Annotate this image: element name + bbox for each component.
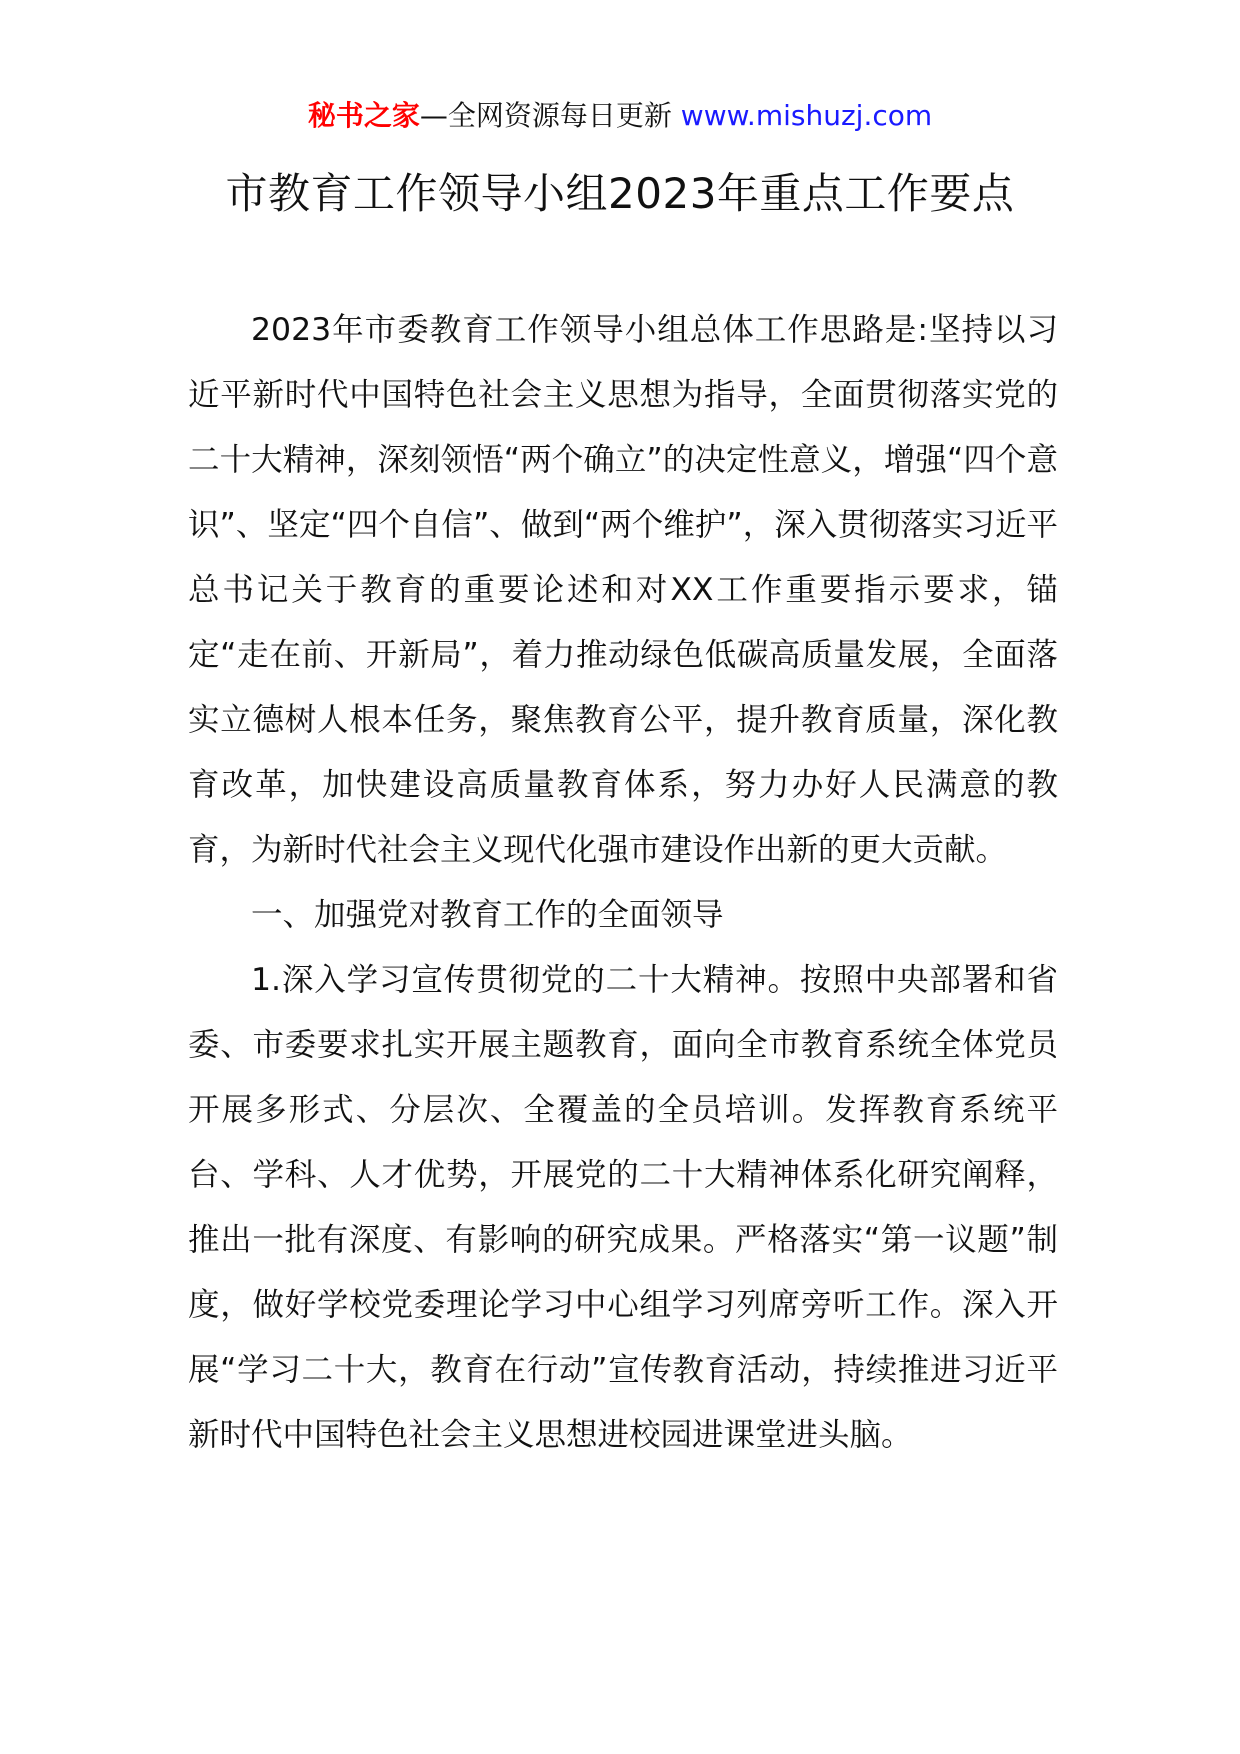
document-body [188,298,1058,1468]
document-title: 市教育工作领导小组2023年重点工作要点 [225,169,1015,218]
section-heading-1: 一、加强党对教育工作的全面领导 [251,897,724,933]
brand-name: 秘书之家 [307,99,420,132]
site-banner [0,96,1240,136]
intro-paragraph: 2023年市委教育工作领导小组总体工作思路是:坚持以习近平新时代中国特色社会主义思想为指导，全面贯彻落实党的二十大精神，深刻领悟“两个确立”的决定性意义，增强“四个意识”、坚定“四个自信”、做到“两个维护”，深入贯彻落实习近平总书记关于教育的重要论述和对XX工作重要指示要求，锚定“走在前、开新局”，着力推动绿色低碳高质量发展，全面落实立德树人根本任务，聚焦教育公平，提升教育质量，深化教育改革，加快建设高质量教育体系，努力办好人民满意的教育，为新时代社会主义现代化强市建设作出新的更大贡献。 [188,312,1058,868]
site-slogan: —全网资源每日更新 [419,99,672,132]
item-1-paragraph: 1.深入学习宣传贯彻党的二十大精神。按照中央部署和省委、市委要求扎实开展主题教育，面向全市教育系统全体党员开展多形式、分层次、全覆盖的全员培训。发挥教育系统平台、学科、人才优势，开展党的二十大精神体系化研究阐释，推出一批有深度、有影响的研究成果。严格落实“第一议题”制度，做好学校党委理论学习中心组学习列席旁听工作。深入开展“学习二十大，教育在行动”宣传教育活动，持续推进习近平新时代中国特色社会主义思想进校园进课堂进头脑。 [188,962,1058,1453]
site-url-link[interactable]: www.mishuzj.com [680,99,933,132]
